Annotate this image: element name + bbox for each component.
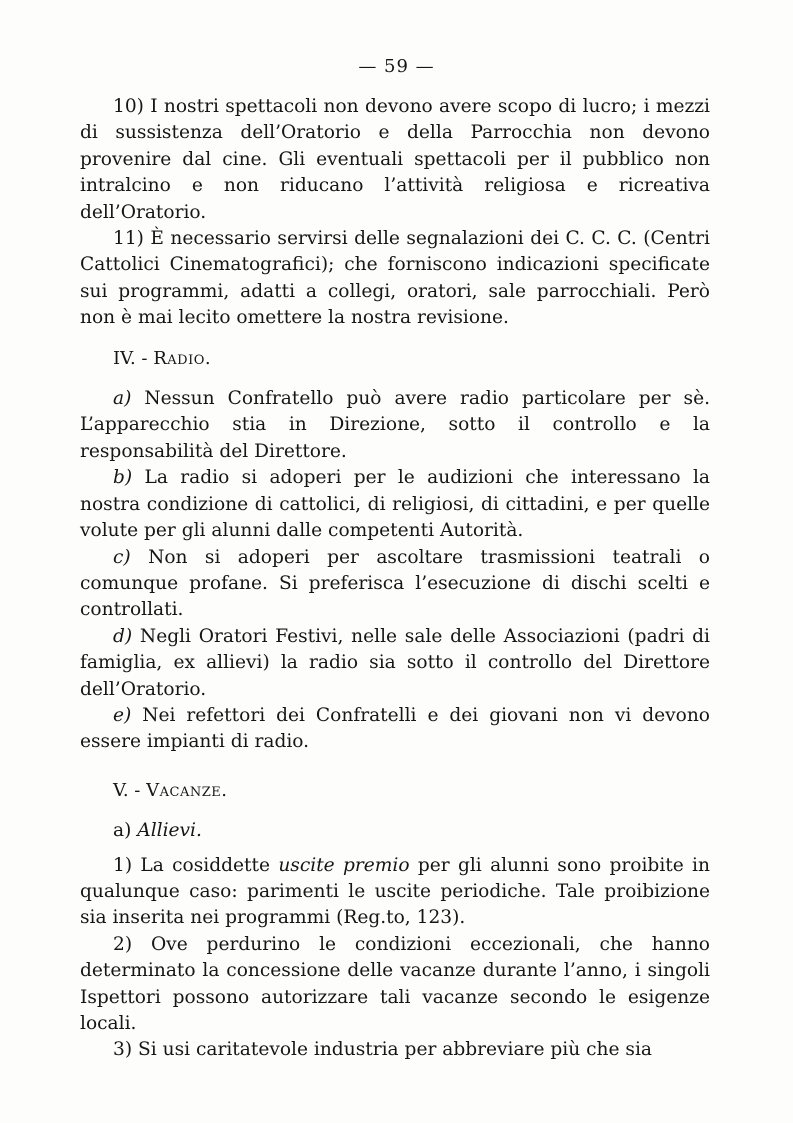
item-letter: b) (113, 467, 133, 489)
radio-item-c (80, 545, 710, 624)
item-text: Negli Oratori Festivi, nelle sale delle Associazioni (padri di famiglia, ex allievi) la radio sia sotto il controllo del Direttore dell’Oratorio. (80, 625, 710, 700)
section-number: IV. - (113, 347, 148, 369)
vacanze-paragraph-3: 3) Si usi caritatevole industria per abbreviare più che sia (113, 1039, 652, 1061)
subsection-letter: a) (113, 820, 132, 842)
section-title: Vacanze. (146, 779, 228, 801)
item-letter: c) (113, 546, 131, 568)
section-title: Radio. (153, 347, 212, 369)
para-italic: uscite premio (278, 854, 410, 876)
paragraph-10: 10) I nostri spettacoli non devono avere scopo di lucro; i mezzi di sussistenza dell’Oratorio e della Parrocchia non devono provenire dal cine. Gli eventuali spettacoli per il pubblico non intralcino e non riducano l’attività religiosa e ricreativa dell’Oratorio. (80, 96, 710, 223)
vacanze-paragraph-2: 2) Ove perdurino le condizioni eccezionali, che hanno determinato la concessione delle vacanze durante l’anno, i singoli Ispettori possono autorizzare tali vacanze secondo le esigenze locali. (80, 933, 710, 1034)
vacanze-paragraph-1 (80, 853, 710, 932)
radio-item-b (80, 465, 710, 544)
para-rest: per gli alunni sono proibite in qualunque caso: parimenti le uscite periodiche. Tale proibizione sia inserita nei programmi (Reg.to, 123). (80, 854, 710, 929)
item-text: Nessun Confratello può avere radio particolare per sè. L’apparecchio stia in Direzione, sotto il controllo e la responsabilità del Direttore. (80, 388, 710, 462)
item-text: Nei refettori dei Confratelli e dei giovani non vi devono essere impianti di radio. (80, 704, 710, 753)
page-number: — 59 — (358, 56, 435, 77)
section-heading-radio (113, 346, 710, 372)
paragraph-11: 11) È necessario servirsi delle segnalazioni dei C. C. C. (Centri Cattolici Cinematografici); che forniscono indicazioni specificate sui programmi, adatti a collegi, oratori, sale parrocchiali. Però non è mai lecito omettere la nostra revisione. (80, 228, 710, 329)
radio-item-d (80, 624, 710, 703)
para-lead: 1) La cosiddette (113, 854, 270, 876)
page-body (80, 94, 710, 1064)
section-heading-vacanze (113, 778, 710, 804)
section-number: V. - (113, 779, 141, 801)
subsection-title: Allievi. (137, 820, 202, 842)
radio-item-a (80, 386, 710, 465)
item-text: Non si adoperi per ascoltare trasmissioni teatrali o comunque profane. Si preferisca l’esecuzione di dischi scelti e controllati. (80, 546, 710, 621)
item-letter: a) (113, 388, 132, 410)
item-letter: e) (113, 704, 132, 726)
radio-item-e (80, 703, 710, 756)
item-letter: d) (113, 625, 133, 647)
item-text: La radio si adoperi per le audizioni che interessano la nostra condizione di cattolici, di religiosi, di cittadini, e per quelle volute per gli alunni dalle competenti Autorità. (80, 467, 710, 542)
subsection-allievi (80, 818, 710, 844)
